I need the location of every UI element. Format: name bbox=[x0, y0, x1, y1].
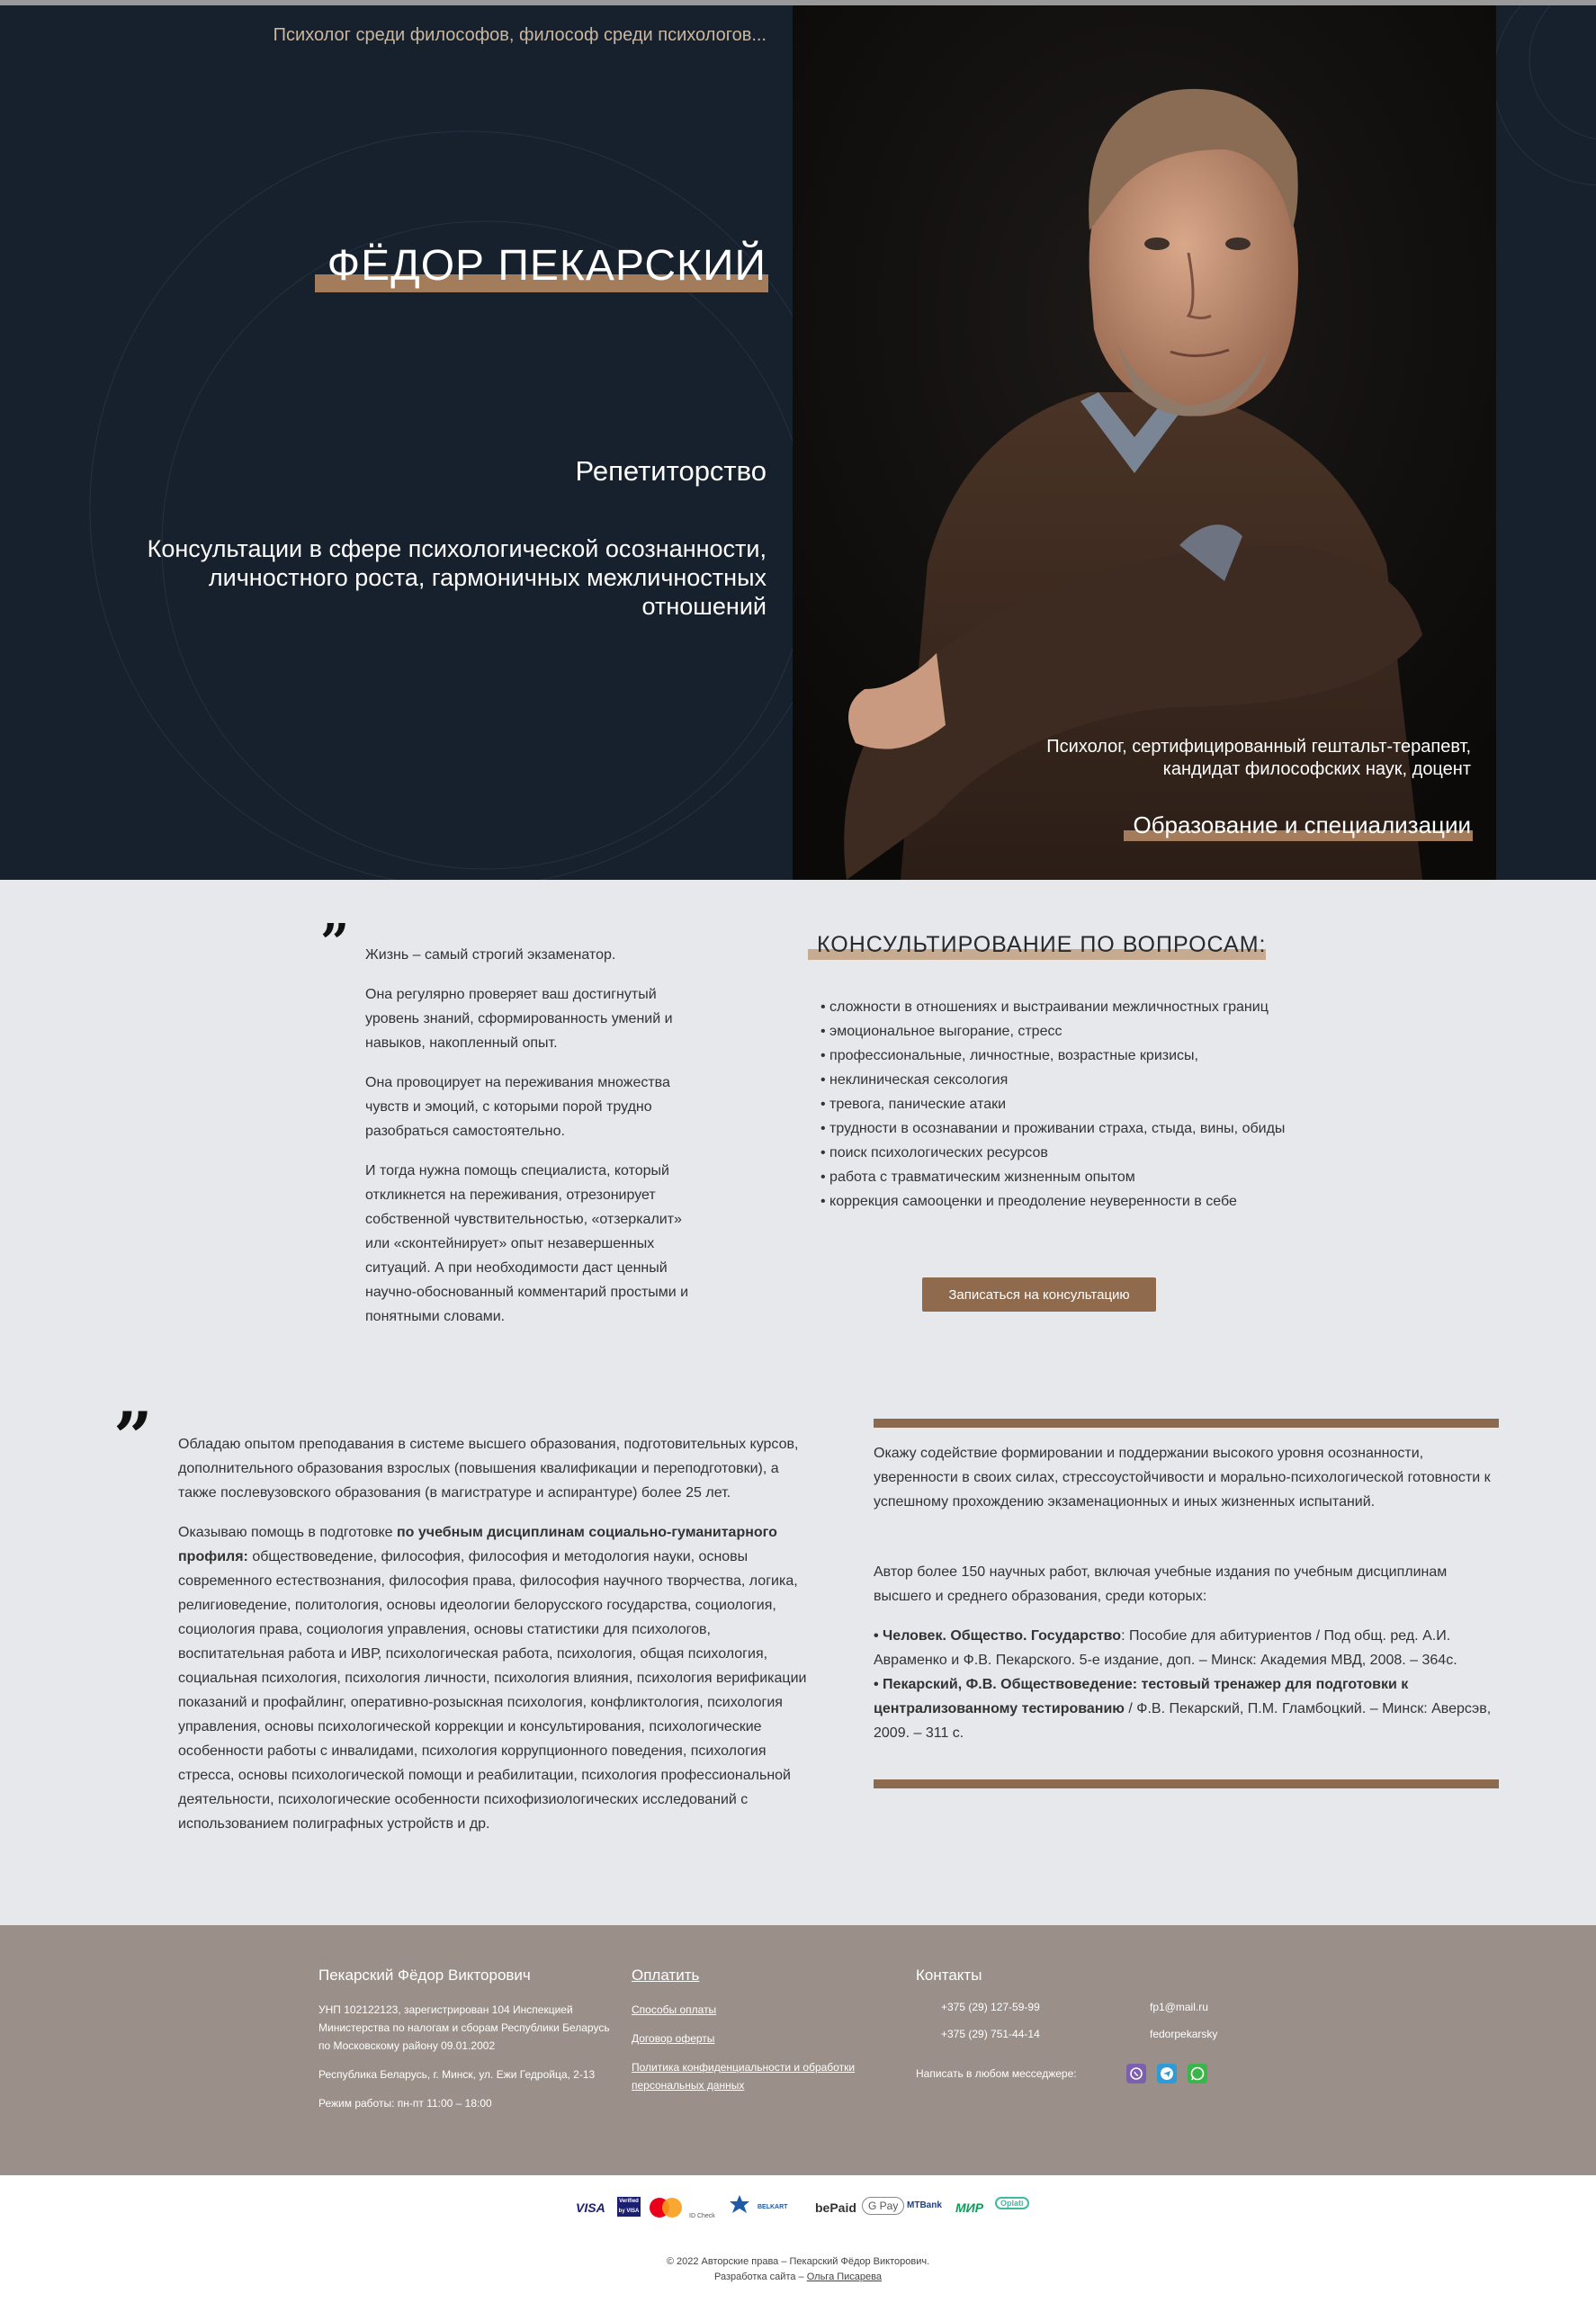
visa-logo: VISA bbox=[576, 2200, 605, 2215]
bepaid-logo: bePaid bbox=[815, 2200, 856, 2215]
footer-registration: УНП 102122123, зарегистрирован 104 Инспекцией Министерства по налогам и сборам Республики Беларусь по Московскому району 09.01.2002 bbox=[318, 2003, 610, 2052]
email-link[interactable]: fp1@mail.ru bbox=[1150, 2001, 1208, 2013]
consulting-list bbox=[820, 995, 1288, 1214]
footer-payment bbox=[632, 1967, 892, 2105]
list-item: • эмоциональное выгорание, стресс bbox=[820, 1024, 1063, 1039]
publication-title: • Человек. Общество. Государство bbox=[874, 1628, 1122, 1644]
offer-agreement-link[interactable]: Договор оферты bbox=[632, 2032, 715, 2045]
publications bbox=[874, 1624, 1499, 1745]
portrait-photo bbox=[793, 5, 1496, 880]
quote-paragraph: Она провоцирует на переживания множества чувств и эмоций, с которыми порой трудно разобраться самостоятельно. bbox=[365, 1075, 670, 1139]
divider-bar bbox=[874, 1419, 1499, 1428]
hero-name: ФЁДОР ПЕКАРСКИЙ bbox=[327, 242, 767, 290]
id-check-logo: ID Check bbox=[689, 2213, 715, 2219]
teaching-paragraph: Обладаю опытом преподавания в системе высшего образования, подготовительных курсов, дополнительного образования взрослых (повышения квалификации и переподготовки), а также послевузовского образования (в магистратуре и аспирантуре) более 25 лет. bbox=[178, 1437, 799, 1501]
payment-logos bbox=[576, 2193, 1044, 2229]
mir-logo: МИР bbox=[955, 2200, 984, 2215]
publication-item bbox=[874, 1624, 1499, 1672]
consulting-title: КОНСУЛЬТИРОВАНИЕ ПО ВОПРОСАМ: bbox=[817, 932, 1267, 957]
assist-paragraph: Окажу содействие формировании и поддержании высокого уровня осознанности, уверенности в своих силах, стрессоустойчивости и морально-психологической готовности к успешному прохождению экзаменационных и иных жизненных испытаний. bbox=[874, 1446, 1491, 1510]
payment-methods-link[interactable]: Способы оплаты bbox=[632, 2003, 717, 2016]
oplati-logo: Oplati bbox=[995, 2197, 1029, 2209]
hero-section bbox=[0, 5, 1596, 880]
copyright-line: © 2022 Авторские права – Пекарский Фёдор Викторович. bbox=[666, 2256, 930, 2267]
divider-bar bbox=[874, 1779, 1499, 1788]
footer-hours: Режим работы: пн-пт 11:00 – 18:00 bbox=[318, 2097, 492, 2110]
developer-line bbox=[0, 2270, 1596, 2285]
list-item: • трудности в осознавании и проживании страха, стыда, вины, обиды bbox=[820, 1121, 1286, 1136]
footer-contacts-title: Контакты bbox=[916, 1967, 982, 1984]
footer bbox=[0, 1925, 1596, 2175]
footer-company-name: Пекарский Фёдор Викторович bbox=[318, 1967, 531, 1984]
phone-2[interactable]: +375 (29) 751-44-14 bbox=[941, 2028, 1040, 2040]
education-link[interactable] bbox=[1133, 811, 1471, 839]
book-consultation-button[interactable]: Записаться на консультацию bbox=[922, 1277, 1156, 1312]
quote-mark-icon: ” bbox=[320, 913, 350, 972]
viber-icon[interactable] bbox=[1126, 2064, 1146, 2083]
list-item: • сложности в отношениях и выстраивании межличностных границ bbox=[820, 999, 1269, 1015]
list-item: • коррекция самооценки и преодоление неуверенности в себе bbox=[820, 1194, 1237, 1209]
teaching-subjects: обществоведение, философия, философия и методология науки, основы современного естествознания, философия права, философия научного творчества, логика, религиоведение, политология, основы идеологии белорусского государства, социология, социология права, социология управления, основы статистики для психологов, воспитательная работа и ИВР, психологическая работа, психология, общая психология, социальная психология, психология личности, психология влияния, психология верификации показаний и профайлинг, оперативно-розыскная психология, конфликтология, психология управления, основы психологической коррекции и консультирования, психологические особенности работы с инвалидами, психология коррупционного поведения, психология стресса, основы психологической помощи и реабилитации, психология профессиональной деятельности, психологические особенности психофизиологических исследований с использованием полиграфных устройств и др. bbox=[178, 1549, 807, 1832]
list-item: • работа с травматическим жизненным опытом bbox=[820, 1169, 1135, 1185]
telegram-icon[interactable] bbox=[1157, 2064, 1177, 2083]
messenger-label: Написать в любом месседжере: bbox=[916, 2067, 1077, 2080]
mastercard-logo bbox=[646, 2195, 686, 2220]
tagline: Психолог среди философов, философ среди психологов... bbox=[273, 25, 767, 45]
phone-1[interactable]: +375 (29) 127-59-99 bbox=[941, 2001, 1040, 2013]
developer-link[interactable]: Ольга Писарева bbox=[806, 2272, 882, 2282]
belkart-logo bbox=[727, 2193, 752, 2218]
footer-contacts bbox=[916, 1967, 1276, 2080]
list-item: • тревога, панические атаки bbox=[820, 1097, 1007, 1112]
teaching-bold: по учебным дисциплинам социально-гуманитарного профиля: bbox=[178, 1525, 777, 1564]
list-item: • профессиональные, личностные, возрастные кризисы, bbox=[820, 1048, 1198, 1063]
quote-mark-icon: ” bbox=[113, 1397, 153, 1477]
education-link-label: Образование и специализации bbox=[1133, 811, 1471, 838]
publication-details: : Пособие для абитуриентов / Под общ. ред. А.И. Авраменко и Ф.В. Пекарского. 5-е издание, доп. – Минск: Академия МВД, 2008. – 364с. bbox=[874, 1628, 1457, 1668]
publication-title: • Пекарский, Ф.В. Обществоведение: тестовый тренажер для подготовки к централизованному тестированию bbox=[874, 1677, 1409, 1716]
bottom-bar bbox=[0, 2175, 1596, 2303]
consulting-title-block bbox=[817, 932, 1266, 958]
copyright bbox=[0, 2254, 1596, 2285]
footer-pay-link[interactable]: Оплатить bbox=[632, 1967, 700, 1984]
privacy-policy-link[interactable]: Политика конфиденциальности и обработки персональных данных bbox=[632, 2061, 856, 2092]
developer-prefix: Разработка сайта – bbox=[714, 2272, 807, 2282]
service-consulting: Консультации в сфере психологической осознанности, личностного роста, гармоничных межличностных отношений bbox=[147, 535, 767, 620]
author-paragraph: Автор более 150 научных работ, включая учебные издания по учебным дисциплинам высшего и среднего образования, среди которых: bbox=[874, 1564, 1448, 1604]
gpay-logo: G Pay bbox=[862, 2197, 904, 2215]
footer-address: Республика Беларусь, г. Минск, ул. Ежи Гедройца, 2-13 bbox=[318, 2068, 596, 2081]
publication-details: / Ф.В. Пекарский, П.М. Гламбоцкий. – Минск: Аверсэв, 2009. – 311 с. bbox=[874, 1701, 1492, 1741]
photo-caption bbox=[1046, 736, 1471, 781]
service-tutoring: Репетиторство bbox=[575, 455, 767, 487]
mtbank-logo: MTBank bbox=[907, 2200, 942, 2210]
contact-list bbox=[916, 2001, 1276, 2064]
teaching-subjects-paragraph bbox=[178, 1520, 808, 1836]
caption-line-2: кандидат философских наук, доцент bbox=[1162, 759, 1471, 779]
list-item: • поиск психологических ресурсов bbox=[820, 1145, 1048, 1160]
quote-paragraph: Она регулярно проверяет ваш достигнутый уровень знаний, сформированность умений и навыков, накопленный опыт. bbox=[365, 987, 673, 1051]
life-quote-block bbox=[365, 943, 707, 1344]
hero-name-block bbox=[327, 241, 767, 291]
teaching-intro: Оказываю помощь в подготовке bbox=[178, 1525, 398, 1540]
teaching-block bbox=[178, 1432, 808, 1851]
whatsapp-icon[interactable] bbox=[1188, 2064, 1207, 2083]
quote-paragraph: Жизнь – самый строгий экзаменатор. bbox=[365, 947, 616, 963]
footer-company bbox=[318, 1967, 624, 2112]
caption-line-1: Психолог, сертифицированный гештальт-терапевт, bbox=[1046, 737, 1471, 757]
assist-block bbox=[874, 1441, 1499, 1745]
list-item: • неклиническая сексология bbox=[820, 1072, 1009, 1088]
skype-link[interactable]: fedorpekarsky bbox=[1150, 2028, 1218, 2040]
belkart-text-logo: BELKART bbox=[758, 2204, 788, 2210]
publication-item bbox=[874, 1672, 1499, 1745]
quote-paragraph: И тогда нужна помощь специалиста, который откликнется на переживания, отрезонирует собственной чувствительностью, «отзеркалит» или «сконтейнирует» опыт незавершенных ситуаций. А при необходимости даст ценный научно-обоснованный комментарий простыми и понятными словами. bbox=[365, 1163, 689, 1324]
verified-by-visa-logo: Verified by VISA bbox=[617, 2197, 641, 2217]
